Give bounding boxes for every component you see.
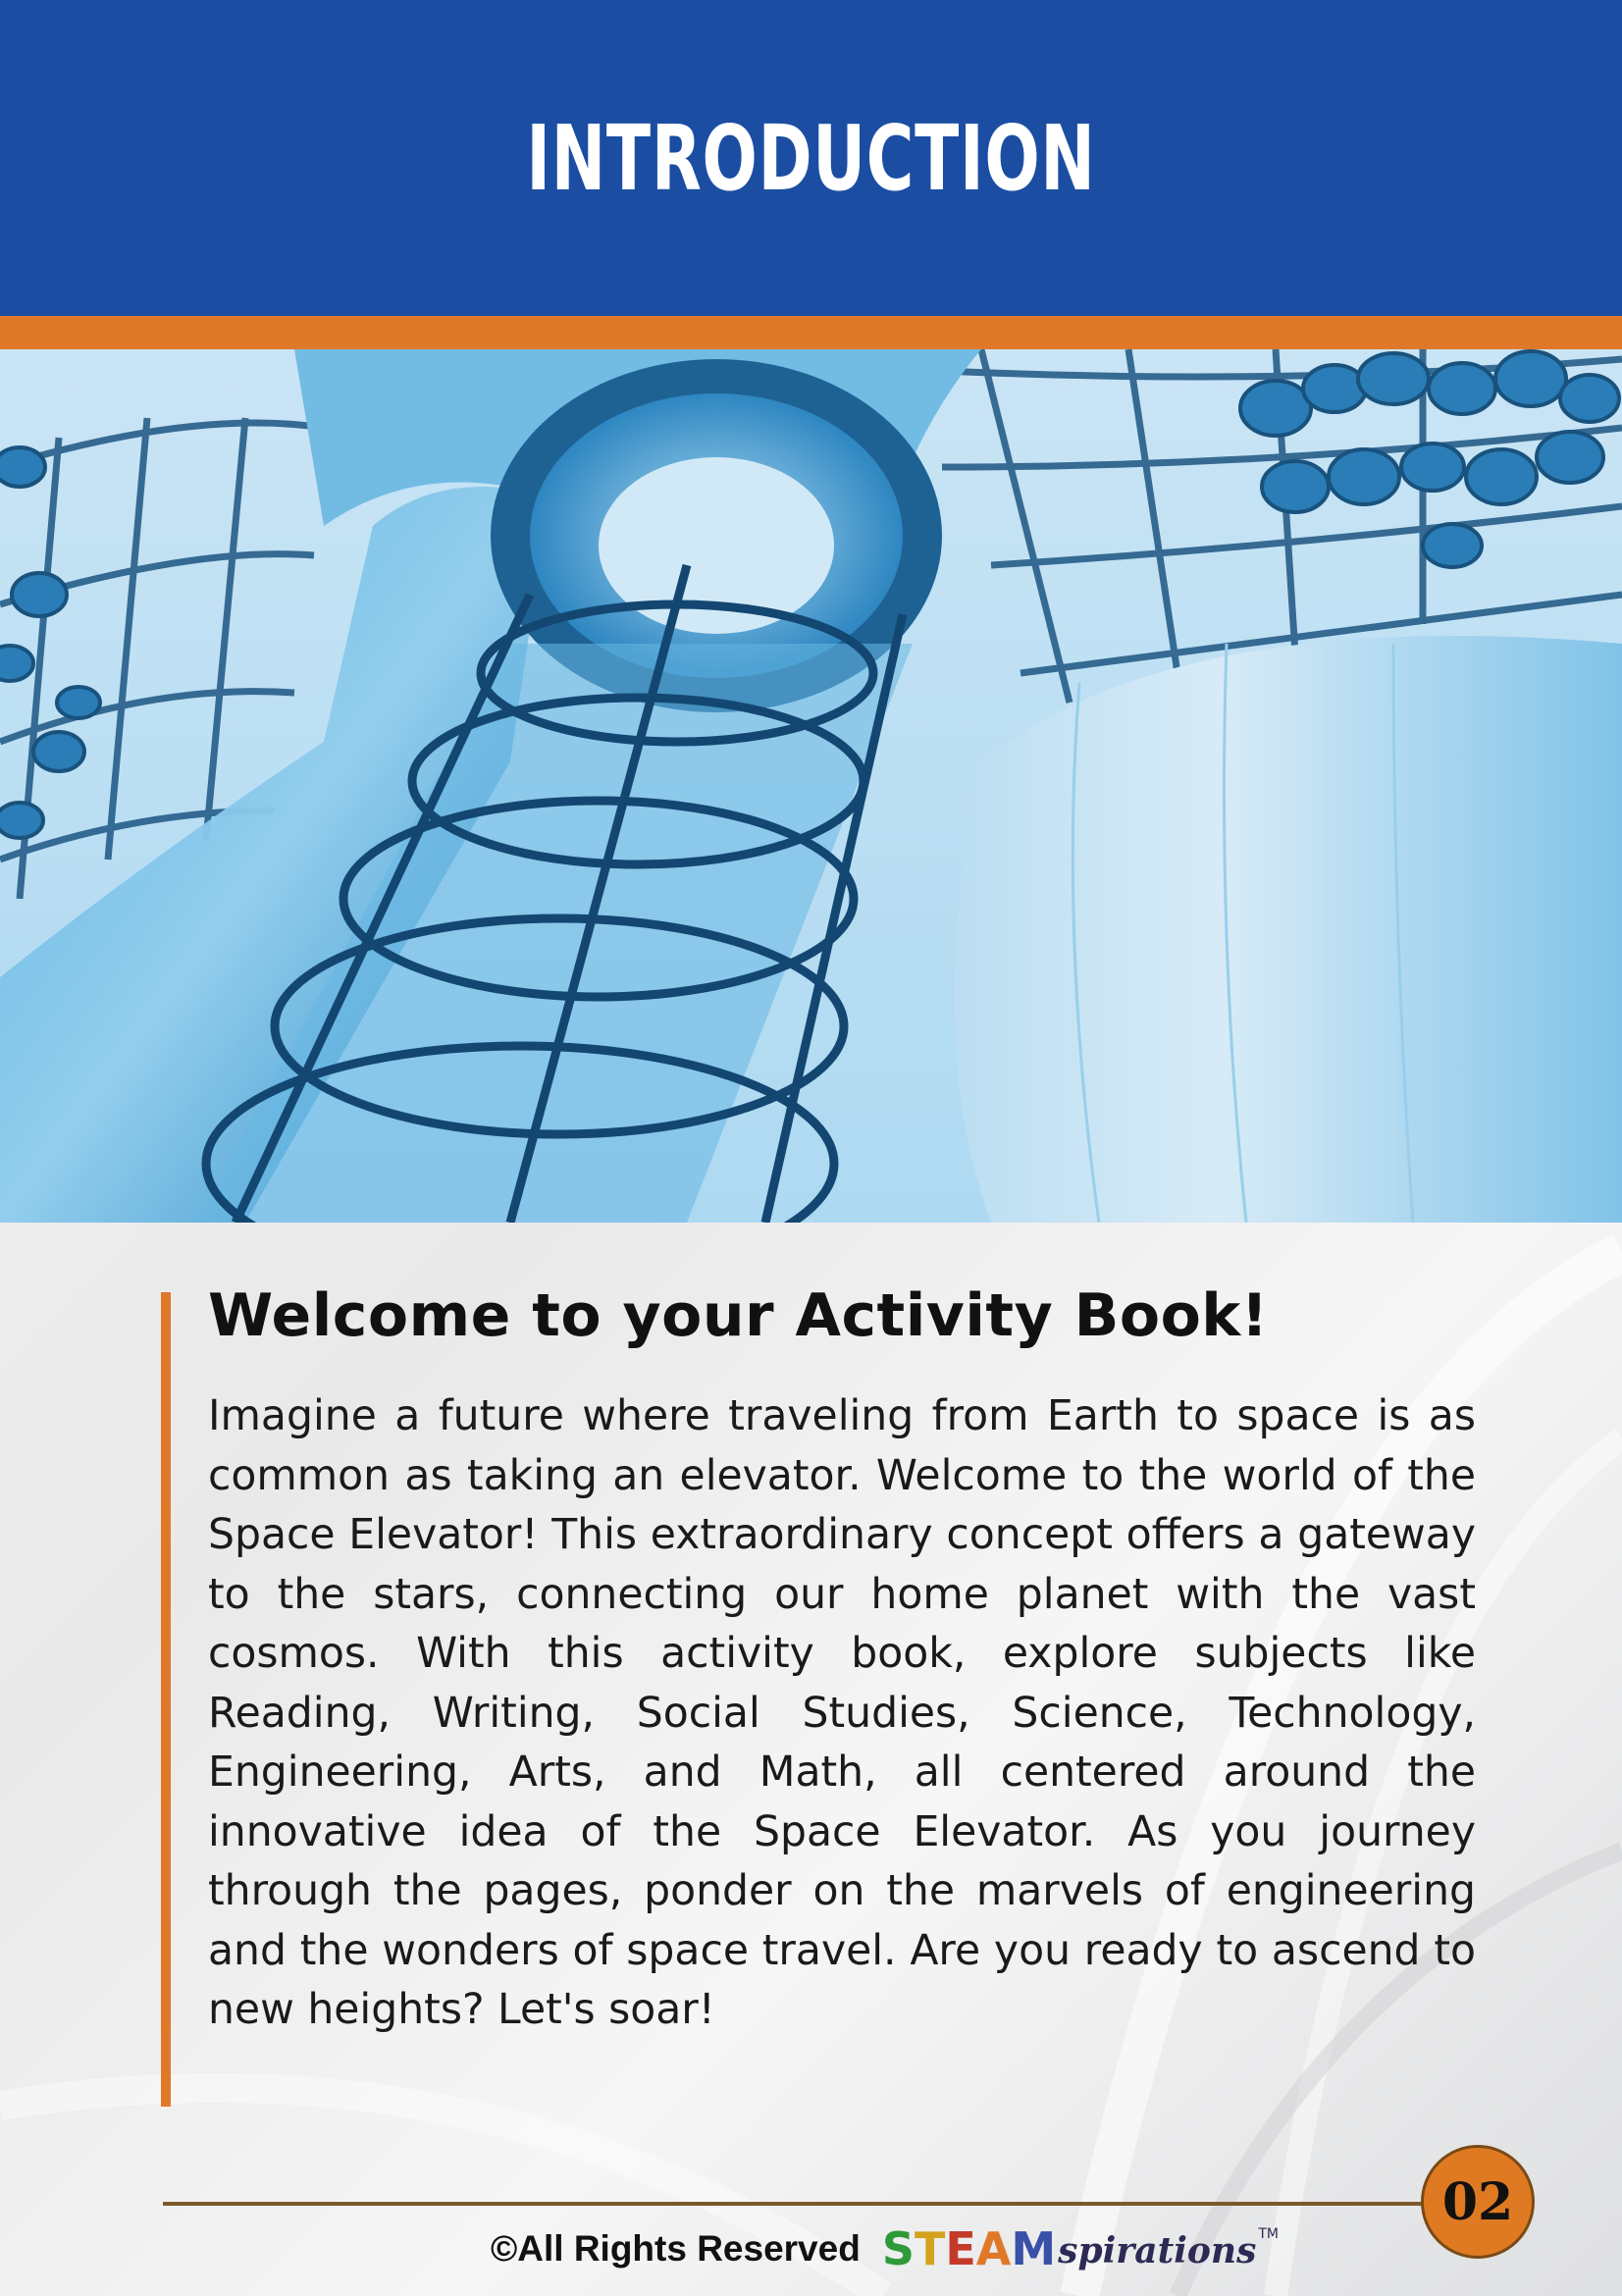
intro-paragraph: Imagine a future where traveling from Earth to space is as common as taking an elevator. Welcome to the world of the Space Elevator! This extraordinary concept offers a gateway to the stars, connecting our home planet with the vast cosmos. With this activity book, explore subjects like Reading, Writing, Social Studies, Science, Technology, Engineering, Arts, and Math, all centered around the innovative idea of the Space Elevator. As you journey through the pages, ponder on the marvels of engineering and the wonders of space travel. Are you ready to ascend to new heights? Let's soar! <box>208 1392 1476 2034</box>
brand-letter-m: M <box>1011 2222 1057 2275</box>
brand-letter-e: E <box>945 2222 976 2275</box>
content-accent-line <box>161 1292 171 2107</box>
page-number-badge: 02 <box>1421 2145 1535 2259</box>
footer-divider <box>163 2202 1429 2206</box>
brand-letter-a: A <box>975 2222 1012 2275</box>
header-banner <box>0 0 1622 316</box>
steamspirations-logo <box>881 2222 1279 2275</box>
space-elevator-photo <box>0 349 1622 1223</box>
brand-letter-s: S <box>881 2222 915 2275</box>
page-title: INTRODUCTION <box>526 106 1096 211</box>
brand-suffix: spirations <box>1058 2230 1257 2271</box>
header-accent-bar <box>0 316 1622 349</box>
section-heading: Welcome to your Activity Book! <box>208 1281 1269 1350</box>
copyright-text: ©All Rights Reserved <box>491 2228 861 2269</box>
trademark-mark: TM <box>1258 2226 1279 2242</box>
brand-letter-t: T <box>914 2222 946 2275</box>
footer <box>491 2219 1279 2278</box>
